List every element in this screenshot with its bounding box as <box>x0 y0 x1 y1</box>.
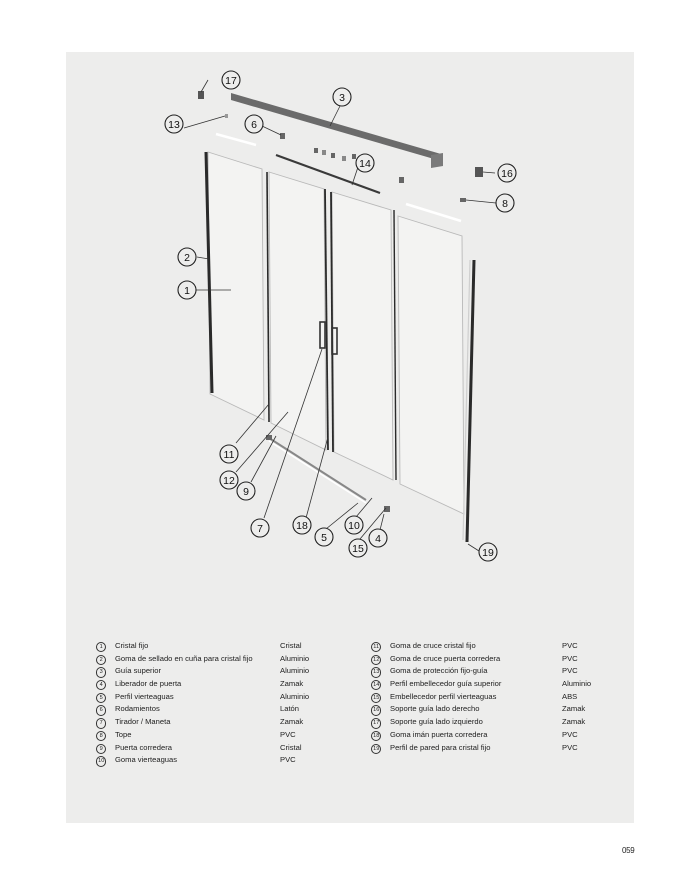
svg-text:13: 13 <box>168 119 180 131</box>
legend-part-name: Goma de cruce cristal fijo <box>390 641 476 650</box>
svg-text:17: 17 <box>225 75 237 87</box>
legend-number: 4 <box>96 680 106 690</box>
bearing-part <box>399 177 404 183</box>
legend-number: 14 <box>371 680 381 690</box>
svg-text:11: 11 <box>223 449 235 461</box>
legend-part-name: Perfil de pared para cristal fijo <box>390 742 491 752</box>
legend-part-name: Puerta corredera <box>115 742 172 752</box>
callout-18 <box>293 516 311 534</box>
callout-14 <box>356 154 374 172</box>
legend-number: 18 <box>371 731 381 741</box>
legend-item <box>96 729 336 742</box>
svg-text:18: 18 <box>296 520 308 532</box>
svg-text:5: 5 <box>321 532 327 544</box>
protection-strip-right <box>406 204 461 221</box>
legend-part-name: Soporte guía lado izquierdo <box>390 717 483 727</box>
legend-number: 5 <box>96 693 106 703</box>
legend-material: Aluminio <box>280 666 310 676</box>
legend-material: PVC <box>562 666 578 676</box>
legend-part-name: Embellecedor perfil vierteaguas <box>390 691 497 701</box>
legend-item <box>96 678 336 691</box>
legend-part-name: Soporte guía lado derecho <box>390 704 480 714</box>
callout-16 <box>498 164 516 182</box>
bumper-part <box>460 198 466 202</box>
legend-number: 6 <box>96 705 106 715</box>
legend-item <box>371 742 611 755</box>
svg-text:6: 6 <box>251 119 257 131</box>
svg-text:4: 4 <box>375 533 381 545</box>
callout-12 <box>220 471 238 489</box>
callout-3 <box>333 88 351 106</box>
page-number: 059 <box>622 846 635 855</box>
legend-material: Cristal <box>280 641 302 650</box>
svg-text:15: 15 <box>352 543 364 555</box>
legend-part-name: Perfil embellecedor guía superior <box>390 679 502 689</box>
legend-part-name: Rodamientos <box>115 704 160 714</box>
legend-material: PVC <box>280 755 296 765</box>
legend-part-name: Goma vierteaguas <box>115 755 178 765</box>
legend-material: ABS <box>562 691 578 701</box>
legend-item <box>371 691 611 704</box>
svg-text:16: 16 <box>501 168 513 180</box>
bearing-part <box>314 148 318 153</box>
legend-material: Aluminio <box>562 679 592 689</box>
svg-text:10: 10 <box>348 520 360 532</box>
svg-text:1: 1 <box>184 285 190 297</box>
legend-item <box>371 678 611 691</box>
callout-4 <box>369 529 387 547</box>
legend-part-name: Goma de protección fijo-guía <box>390 666 488 676</box>
legend-item <box>371 653 611 666</box>
legend-number: 2 <box>96 655 106 665</box>
fixed-glass-right <box>398 216 464 514</box>
legend-number: 12 <box>371 655 381 665</box>
callout-6 <box>245 115 263 133</box>
legend-number: 9 <box>96 744 106 754</box>
cross-gasket-door-left <box>267 172 269 422</box>
legend-item <box>96 665 336 678</box>
bearing-part <box>280 133 285 139</box>
callout-17 <box>222 71 240 89</box>
legend-part-name: Goma de cruce puerta corredera <box>390 653 501 663</box>
legend-column-left <box>96 640 336 767</box>
callout-7 <box>251 519 269 537</box>
legend-material: PVC <box>562 729 578 739</box>
legend-part-name: Tope <box>115 729 132 739</box>
legend-item <box>371 716 611 729</box>
callout-10 <box>345 516 363 534</box>
legend-item <box>96 742 336 755</box>
diagram-panel <box>66 52 634 823</box>
legend-part-name: Goma imán puerta corredera <box>390 729 488 739</box>
svg-text:3: 3 <box>339 92 345 104</box>
legend-number: 11 <box>371 642 381 652</box>
legend-part-name: Liberador de puerta <box>115 679 182 689</box>
sliding-door-right <box>332 192 393 480</box>
legend-item <box>371 640 611 653</box>
legend-number: 3 <box>96 667 106 677</box>
top-guide-rail-end <box>431 153 443 168</box>
bearing-part <box>322 150 326 155</box>
callout-11 <box>220 445 238 463</box>
legend-material: PVC <box>280 729 296 739</box>
legend-material: PVC <box>562 742 578 752</box>
legend-part-name: Cristal fijo <box>115 641 149 650</box>
legend-material: Aluminio <box>280 653 310 663</box>
left-support-block <box>198 91 204 99</box>
legend-material: Zamak <box>280 679 304 689</box>
legend-item <box>96 653 336 666</box>
svg-text:14: 14 <box>359 158 371 170</box>
legend-part-name: Perfil vierteaguas <box>115 691 174 701</box>
legend-number: 8 <box>96 731 106 741</box>
legend-number: 15 <box>371 693 381 703</box>
legend-column-right <box>371 640 611 754</box>
svg-text:2: 2 <box>184 252 190 264</box>
legend-number: 13 <box>371 667 381 677</box>
legend-part-name: Tirador / Maneta <box>115 717 171 727</box>
legend-part-name: Goma de sellado en cuña para cristal fijo <box>115 653 253 663</box>
sliding-door-left <box>269 172 326 450</box>
legend-material: Zamak <box>562 717 586 727</box>
legend-number: 19 <box>371 744 381 754</box>
legend-material: Aluminio <box>280 691 310 701</box>
legend-item <box>371 729 611 742</box>
legend-material: Latón <box>280 704 300 714</box>
small-part <box>225 114 228 118</box>
right-support-block <box>475 167 483 177</box>
fixed-glass-left <box>208 152 264 420</box>
svg-text:19: 19 <box>482 547 494 559</box>
legend-number: 17 <box>371 718 381 728</box>
legend-number: 16 <box>371 705 381 715</box>
legend-material: Zamak <box>280 717 304 727</box>
callout-15 <box>349 539 367 557</box>
callout-13 <box>165 115 183 133</box>
legend-material: PVC <box>562 653 578 663</box>
callout-19 <box>479 543 497 561</box>
legend-item <box>96 716 336 729</box>
cross-gasket-door-right <box>394 210 396 480</box>
wall-profile-right <box>467 260 474 542</box>
exploded-shower-diagram <box>66 52 634 652</box>
legend-item <box>371 665 611 678</box>
svg-text:7: 7 <box>257 523 263 535</box>
legend-part-name: Guía superior <box>115 666 162 676</box>
svg-text:8: 8 <box>502 198 508 210</box>
legend-material: PVC <box>562 641 578 650</box>
legend-item <box>96 754 336 767</box>
legend-item <box>371 703 611 716</box>
legend-item <box>96 703 336 716</box>
legend-material: Cristal <box>280 742 302 752</box>
svg-text:12: 12 <box>223 475 235 487</box>
legend-item <box>96 691 336 704</box>
callout-2 <box>178 248 196 266</box>
svg-text:9: 9 <box>243 486 249 498</box>
legend-number: 1 <box>96 642 106 652</box>
bearing-part <box>342 156 346 161</box>
callout-5 <box>315 528 333 546</box>
legend-material: Zamak <box>562 704 586 714</box>
bearing-part <box>352 154 356 159</box>
legend-number: 10 <box>96 756 106 766</box>
protection-strip-left <box>216 134 256 145</box>
bearing-part <box>331 153 335 158</box>
legend-item <box>96 640 336 653</box>
callout-1 <box>178 281 196 299</box>
callout-8 <box>496 194 514 212</box>
legend-number: 7 <box>96 718 106 728</box>
callout-9 <box>237 482 255 500</box>
